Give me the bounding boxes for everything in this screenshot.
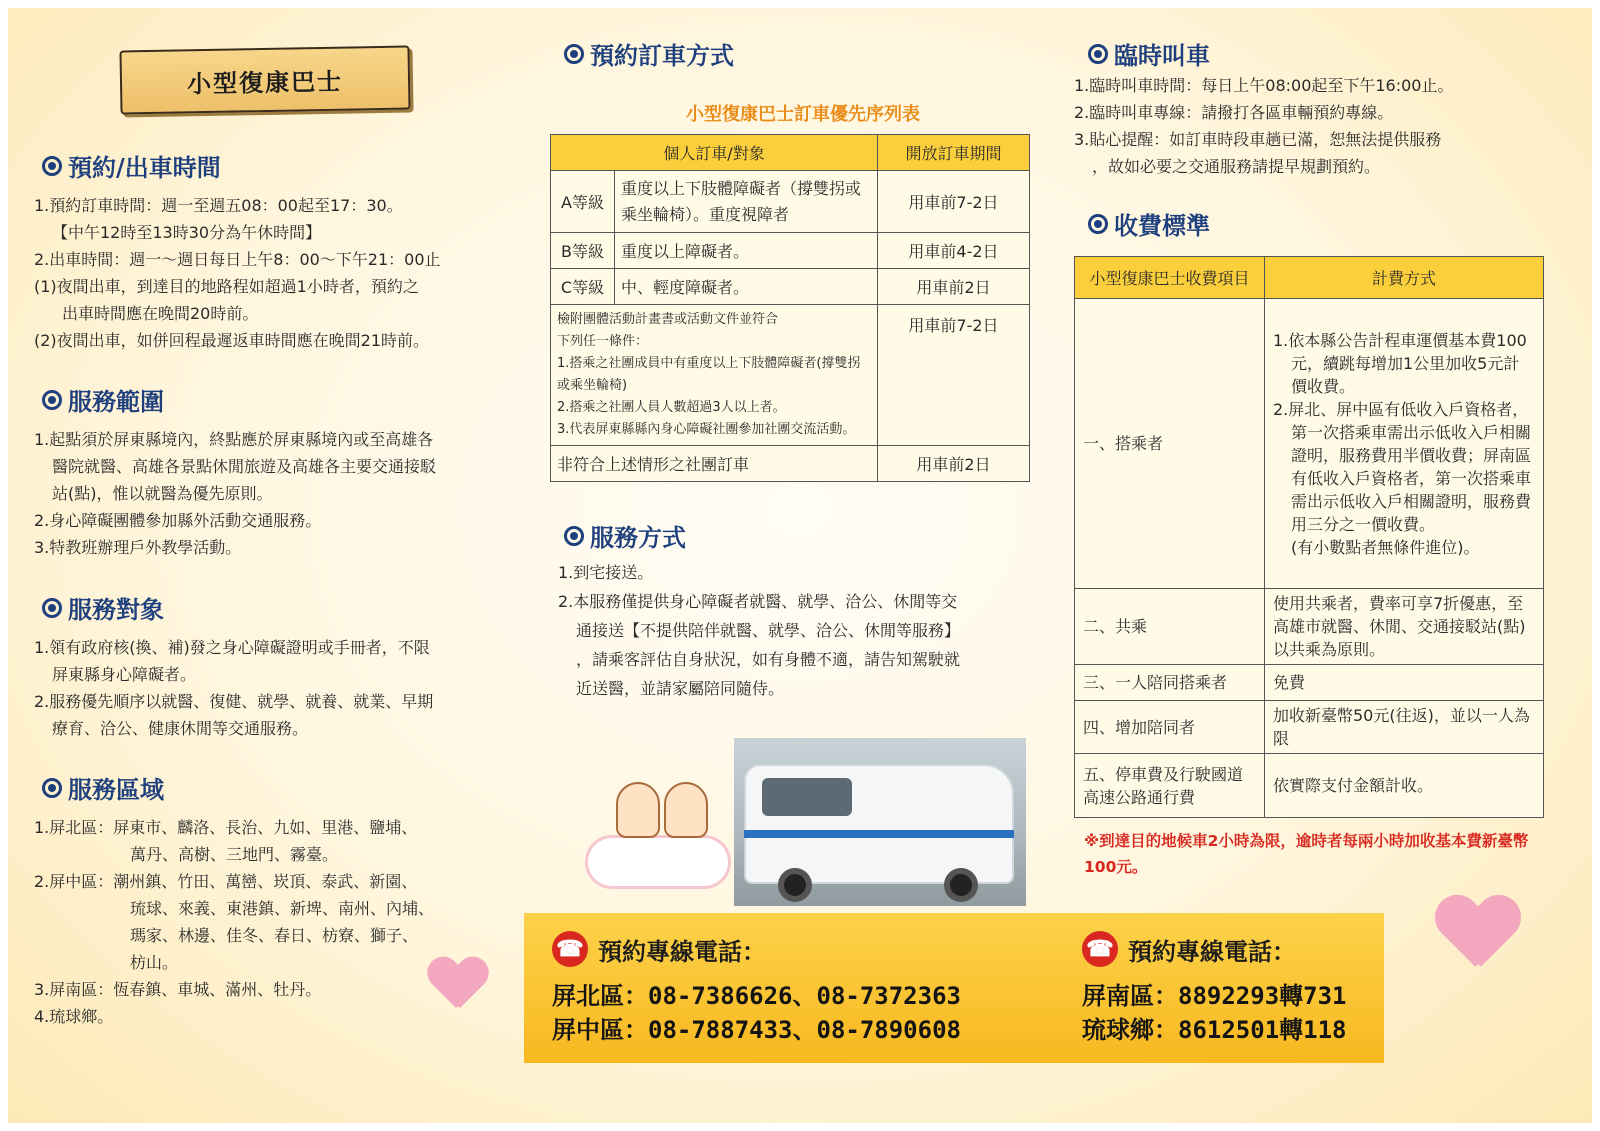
fee-method: 加收新臺幣50元(往返)，並以一人為限 bbox=[1265, 701, 1544, 754]
heart-icon bbox=[428, 958, 488, 1014]
list-item: (1)夜間出車，到達目的地路程如超過1小時者，預約之 bbox=[34, 277, 419, 296]
other-period: 用車前2日 bbox=[878, 446, 1030, 482]
table-row bbox=[1075, 589, 1544, 665]
phone-line: 琉球鄉：8612501轉118 bbox=[1082, 1016, 1347, 1044]
list-item: 萬丹、高樹、三地門、霧臺。 bbox=[130, 845, 339, 864]
bullet-icon bbox=[42, 598, 62, 618]
fee-method: 依實際支付金額計收。 bbox=[1265, 754, 1544, 818]
row-period: 用車前2日 bbox=[878, 269, 1030, 305]
table-row bbox=[1075, 701, 1544, 754]
section-booking-title: 預約訂車方式 bbox=[564, 36, 734, 71]
row-period: 用車前7-2日 bbox=[878, 171, 1030, 233]
group-period: 用車前7-2日 bbox=[878, 305, 1030, 446]
left-column bbox=[8, 8, 538, 1123]
fee-item: 二、共乘 bbox=[1075, 589, 1265, 665]
phone-line: 屏中區：08-7887433、08-7890608 bbox=[552, 1016, 961, 1044]
table-header-row bbox=[1075, 257, 1544, 299]
fee-method: 免費 bbox=[1265, 665, 1544, 701]
group-conditions: 檢附團體活動計畫書或活動文件並符合 下列任一條件： 1.搭乘之社團成員中有重度以上下肢體障礙者(撐雙拐或乘坐輪椅) 2.搭乘之社團人員人數超過3人以上者。 3.代表屏東縣縣內身心障礙社團參加社團交流活動。 bbox=[551, 305, 878, 446]
fee-item: 四、增加陪同者 bbox=[1075, 701, 1265, 754]
list-item: 1.臨時叫車時間：每日上午08:00起至下午16:00止。 bbox=[1074, 76, 1454, 95]
fee-item: 三、一人陪同搭乘者 bbox=[1075, 665, 1265, 701]
table-row bbox=[1075, 299, 1544, 589]
list-item: 瑪家、林邊、佳冬、春日、枋寮、獅子、 bbox=[130, 926, 419, 945]
booking-priority-table bbox=[550, 134, 1030, 482]
phone-box-south-liuqiu bbox=[1054, 913, 1384, 1063]
header-target: 個人訂車/對象 bbox=[551, 135, 878, 171]
phone-box-north-central bbox=[524, 913, 1054, 1063]
table-row bbox=[551, 269, 1030, 305]
fees-table bbox=[1074, 256, 1544, 818]
fee-method: 1.依本縣公告計程車運價基本費100元，續跳每增加1公里加收5元計價收費。 2.屏北、屏中區有低收入戶資格者，第一次搭乘車需出示低收入戶相關證明，服務費用半價收費；屏南區有低收入戶資格者，第一次搭乘車需出示低收入戶相關證明，服務費用三分之一價收費。 (有小數點者無條件進位)。 bbox=[1265, 299, 1544, 589]
table-row bbox=[1075, 754, 1544, 818]
plaque-title: 小型復康巴士 bbox=[186, 66, 344, 98]
row-period: 用車前4-2日 bbox=[878, 233, 1030, 269]
table-row bbox=[551, 233, 1030, 269]
bullet-icon bbox=[42, 778, 62, 798]
list-item: 3.屏南區：恆春鎮、車城、滿州、牡丹。 bbox=[34, 980, 322, 999]
phone-title: ☎ 預約專線電話： bbox=[552, 931, 1026, 967]
service-mode-list bbox=[558, 558, 1048, 703]
other-desc: 非符合上述情形之社團訂車 bbox=[551, 446, 878, 482]
list-item: 2.身心障礙團體參加縣外活動交通服務。 bbox=[34, 511, 322, 530]
list-item: 1.屏北區：屏東市、麟洛、長治、九如、里港、鹽埔、 bbox=[34, 818, 418, 837]
fee-item: 一、搭乘者 bbox=[1075, 299, 1265, 589]
row-desc: 中、輕度障礙者。 bbox=[615, 269, 878, 305]
list-item: 1.領有政府核(換、補)發之身心障礙證明或手冊者，不限 bbox=[34, 638, 430, 657]
list-item: 4.琉球鄉。 bbox=[34, 1007, 114, 1026]
brochure-page bbox=[8, 8, 1592, 1123]
table-row bbox=[551, 446, 1030, 482]
row-desc: 重度以上障礙者。 bbox=[615, 233, 878, 269]
list-item: 1.到宅接送。 bbox=[558, 563, 654, 582]
list-item: 2.服務優先順序以就醫、復健、就學、就養、就業、早期 bbox=[34, 692, 434, 711]
bullet-icon bbox=[1088, 214, 1108, 234]
list-item: 療育、洽公、健康休閒等交通服務。 bbox=[52, 719, 309, 738]
service-range-list bbox=[34, 426, 524, 561]
phone-title: ☎ 預約專線電話： bbox=[1082, 931, 1356, 967]
section-temp-call-title: 臨時叫車 bbox=[1088, 36, 1210, 71]
list-item: 1.預約訂車時間：週一至週五08：00起至17：30。 bbox=[34, 196, 403, 215]
phone-line: 屏南區：8892293轉731 bbox=[1082, 982, 1347, 1010]
list-item: 2.臨時叫車專線：請撥打各區車輛預約專線。 bbox=[1074, 103, 1394, 122]
section-reservation-time-title: 預約/出車時間 bbox=[42, 148, 221, 183]
bullet-icon bbox=[564, 526, 584, 546]
bullet-icon bbox=[1088, 44, 1108, 64]
list-item: 3.貼心提醒：如訂車時段車趟已滿，恕無法提供服務 bbox=[1074, 130, 1442, 149]
list-item: 枋山。 bbox=[130, 953, 179, 972]
list-item: 屏東縣身心障礙者。 bbox=[52, 665, 197, 684]
list-item: (2)夜間出車，如併回程最遲返車時間應在晚間21時前。 bbox=[34, 331, 430, 350]
header-period: 開放訂車期間 bbox=[878, 135, 1030, 171]
table-header-row bbox=[551, 135, 1030, 171]
kids-illustration bbox=[558, 768, 738, 888]
row-level: B等級 bbox=[551, 233, 615, 269]
section-fees-title: 收費標準 bbox=[1088, 206, 1210, 241]
row-level: C等級 bbox=[551, 269, 615, 305]
fee-note: ※到達目的地候車2小時為限，逾時者每兩小時加收基本費新臺幣100元。 bbox=[1084, 832, 1529, 876]
list-item: 3.特教班辦理戶外教學活動。 bbox=[34, 538, 242, 557]
section-service-target-title: 服務對象 bbox=[42, 590, 164, 625]
list-item: 琉球、來義、東港鎮、新埤、南州、內埔、 bbox=[130, 899, 435, 918]
section-service-area-title: 服務區域 bbox=[42, 770, 164, 805]
list-item: ，請乘客評估自身狀況，如有身體不適，請告知駕駛就 bbox=[576, 650, 961, 669]
list-item: 1.起點須於屏東縣境內，終點應於屏東縣境內或至高雄各 bbox=[34, 430, 434, 449]
list-item: 2.出車時間：週一～週日每日上午8：00～下午21：00止 bbox=[34, 250, 441, 269]
reservation-time-list bbox=[34, 192, 524, 354]
list-item: 站(點)，惟以就醫為優先原則。 bbox=[52, 484, 273, 503]
bullet-icon bbox=[42, 156, 62, 176]
van-photo bbox=[734, 738, 1026, 906]
header-method: 計費方式 bbox=[1265, 257, 1544, 299]
right-column bbox=[1068, 8, 1592, 1123]
section-service-mode-title: 服務方式 bbox=[564, 518, 686, 553]
title-plaque bbox=[119, 45, 410, 114]
list-item: 醫院就醫、高雄各景點休閒旅遊及高雄各主要交通接駁 bbox=[52, 457, 437, 476]
table-row bbox=[551, 171, 1030, 233]
header-item: 小型復康巴士收費項目 bbox=[1075, 257, 1265, 299]
list-item: 近送醫，並請家屬陪同隨侍。 bbox=[576, 679, 785, 698]
bullet-icon bbox=[564, 44, 584, 64]
heart-icon bbox=[1436, 897, 1520, 975]
list-item: 2.屏中區：潮州鎮、竹田、萬巒、崁頂、泰武、新園、 bbox=[34, 872, 418, 891]
table-row-group bbox=[551, 305, 1030, 446]
list-item: 出車時間應在晚間20時前。 bbox=[62, 304, 259, 323]
list-item: ，故如必要之交通服務請提早規劃預約。 bbox=[1092, 157, 1381, 176]
table-row bbox=[1075, 665, 1544, 701]
list-item: 【中午12時至13時30分為午休時間】 bbox=[52, 223, 322, 242]
fee-method: 使用共乘者，費率可享7折優惠，至高雄市就醫、休閒、交通接駁站(點)以共乘為原則。 bbox=[1265, 589, 1544, 665]
fee-item: 五、停車費及行駛國道高速公路通行費 bbox=[1075, 754, 1265, 818]
service-target-list bbox=[34, 634, 524, 742]
list-item: 通接送【不提供陪伴就醫、就學、洽公、休閒等服務】 bbox=[576, 621, 961, 640]
booking-subtitle: 小型復康巴士訂車優先序列表 bbox=[686, 104, 920, 125]
phone-icon: ☎ bbox=[552, 931, 588, 967]
row-desc: 重度以上下肢體障礙者（撐雙拐或乘坐輪椅）。重度視障者 bbox=[615, 171, 878, 233]
section-service-range-title: 服務範圍 bbox=[42, 382, 164, 417]
row-level: A等級 bbox=[551, 171, 615, 233]
temp-call-list bbox=[1074, 72, 1584, 180]
middle-column bbox=[538, 8, 1068, 1123]
list-item: 2.本服務僅提供身心障礙者就醫、就學、洽公、休閒等交 bbox=[558, 592, 958, 611]
bullet-icon bbox=[42, 390, 62, 410]
phone-icon: ☎ bbox=[1082, 931, 1118, 967]
phone-line: 屏北區：08-7386626、08-7372363 bbox=[552, 982, 961, 1010]
